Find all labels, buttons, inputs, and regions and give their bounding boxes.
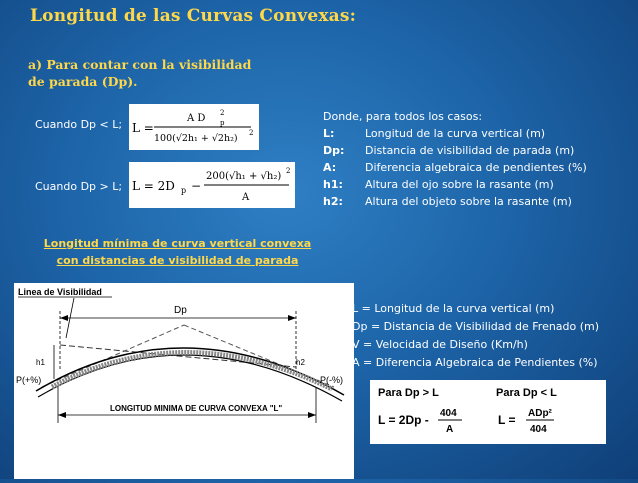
case1-label: Cuando Dp < L;	[35, 118, 123, 131]
min-length-caption: Longitud mínima de curva vertical convexa con distancias de visibilidad de parada	[43, 237, 312, 267]
convex-curve-graphic	[14, 283, 354, 479]
definition-key: Dp:	[323, 144, 345, 157]
visibility-line-label: Linea de Visibilidad	[18, 287, 102, 297]
dp-arrow-right	[288, 315, 296, 321]
definition2-row: A = Diferencia Algebraica de Pendientes (%)	[352, 356, 598, 369]
formula1-lhs: L =	[132, 121, 154, 135]
formula1-denominator: 100(√2h₁ + √2h₂)	[154, 133, 238, 144]
formula-case2	[129, 162, 295, 208]
left-slope-label: P(+%)	[16, 375, 42, 385]
length-label: LONGITUD MINIMA DE CURVA CONVEXA "L"	[110, 404, 283, 413]
definition-row	[323, 193, 587, 210]
length-arrow-right	[308, 412, 316, 418]
definition-text: Distancia de visibilidad de parada (m)	[365, 144, 575, 157]
formula1-numerator-sup: 2	[220, 109, 225, 117]
formula2-numerator-sup: 2	[286, 167, 291, 175]
formula2-lhs: L = 2D	[132, 179, 175, 193]
definition-text: Altura del objeto sobre la rasante (m)	[365, 195, 572, 208]
definition2-row: L = Longitud de la curva vertical (m)	[352, 302, 555, 315]
formula-left-title: Para Dp > L	[378, 387, 439, 399]
definition-key: h1:	[323, 178, 343, 191]
formula-case2-graphic	[129, 162, 295, 208]
dp-arrow-left	[60, 315, 68, 321]
formula-left-denominator: A	[446, 424, 454, 435]
definition-text: Altura del ojo sobre la rasante (m)	[365, 178, 554, 191]
formula2-numerator: 200(√h₁ + √h₂)	[206, 171, 282, 182]
formula2-lhs-sub: p	[181, 186, 187, 195]
definition-row	[323, 159, 587, 176]
simplified-formulas	[370, 380, 606, 444]
formula-left-numerator: 404	[440, 408, 457, 419]
simplified-formulas-graphic	[370, 380, 606, 444]
formula1-denominator-sup: 2	[249, 129, 254, 137]
definition2-row: Dp = Distancia de Visibilidad de Frenado (m)	[352, 320, 600, 333]
dp-label: Dp	[174, 305, 187, 316]
definition-text: Longitud de la curva vertical (m)	[365, 127, 546, 140]
convex-curve-diagram	[14, 283, 354, 479]
definition-row	[323, 142, 587, 159]
formula-right-numerator: ADp²	[528, 408, 552, 419]
definitions-secondary	[352, 300, 599, 372]
definitions-intro: Donde, para todos los casos:	[323, 110, 483, 123]
formula-case1-graphic	[129, 104, 259, 150]
length-arrow-left	[58, 412, 66, 418]
definition-key: A:	[323, 161, 337, 174]
definition-key: h2:	[323, 195, 343, 208]
formula2-denominator: A	[242, 192, 250, 203]
definition2-row: V = Velocidad de Diseño (Km/h)	[352, 338, 528, 351]
formula1-numerator-sub: p	[220, 119, 225, 127]
definition-row	[323, 125, 587, 142]
formula-case1	[129, 104, 259, 150]
definition-key: L:	[323, 127, 335, 140]
slide-title: Longitud de las Curvas Convexas:	[30, 6, 357, 26]
formula-right-lhs: L =	[498, 413, 516, 427]
h2-label: h2	[296, 358, 305, 367]
h1-label: h1	[36, 358, 45, 367]
definition-row	[323, 176, 587, 193]
definition-text: Diferencia algebraica de pendientes (%)	[365, 161, 587, 174]
road-hatching	[52, 352, 332, 389]
case2-label: Cuando Dp > L;	[35, 180, 123, 193]
formula-right-title: Para Dp < L	[496, 387, 557, 399]
section-subtitle: a) Para contar con la visibilidad de parada (Dp).	[28, 57, 252, 89]
formula1-numerator: A D	[187, 113, 206, 124]
formula-left-lhs: L = 2Dp -	[378, 413, 429, 427]
formula2-minus: −	[191, 179, 202, 193]
definitions	[323, 108, 587, 210]
right-slope-label: P(-%)	[320, 375, 343, 385]
formula-right-denominator: 404	[530, 424, 547, 435]
